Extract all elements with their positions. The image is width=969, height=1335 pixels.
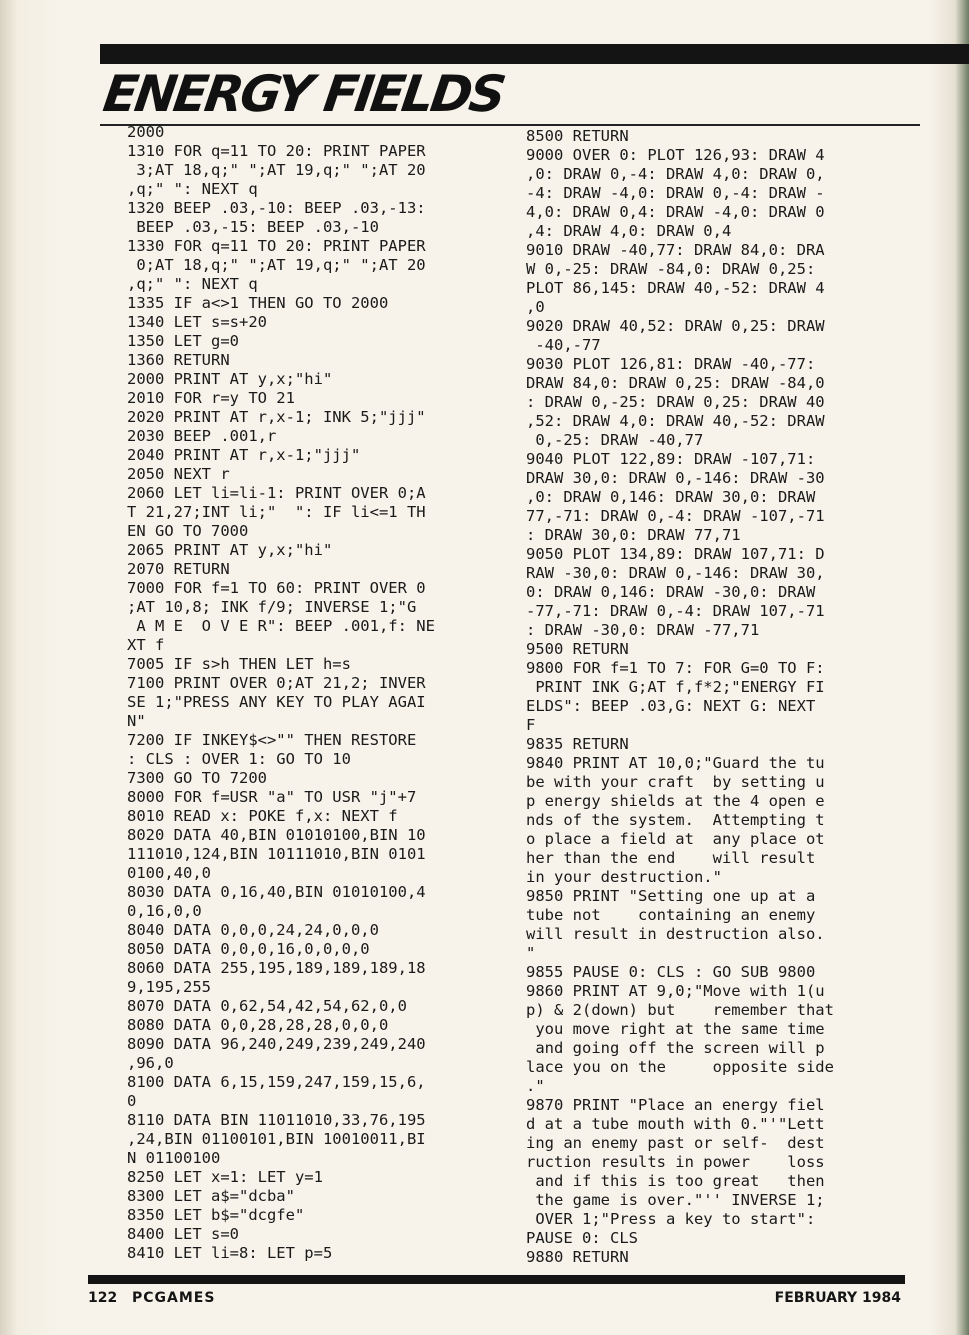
code-line: 0,-25: DRAW -40,77 — [526, 431, 704, 449]
code-line: 2050 NEXT r — [127, 465, 230, 483]
code-line: BEEP .03,-15: BEEP .03,-10 — [127, 218, 379, 236]
code-line: : DRAW -30,0: DRAW -77,71 — [526, 621, 760, 639]
code-listing-left — [127, 123, 507, 1273]
code-listing-right — [526, 127, 916, 1277]
code-line: 8030 DATA 0,16,40,BIN 01010100,4 — [127, 883, 426, 901]
code-line: 8100 DATA 6,15,159,247,159,15,6, — [127, 1073, 426, 1091]
code-line: OVER 1;"Press a key to start": — [526, 1210, 816, 1228]
code-line: 8060 DATA 255,195,189,189,189,18 — [127, 959, 426, 977]
header-bar — [100, 44, 969, 64]
code-line: lace you on the opposite side — [526, 1058, 834, 1076]
code-line: 9835 RETURN — [526, 735, 629, 753]
code-line: 0;AT 18,q;" ";AT 19,q;" ";AT 20 — [127, 256, 426, 274]
code-line: -40,-77 — [526, 336, 601, 354]
code-line: 9010 DRAW -40,77: DRAW 84,0: DRA — [526, 241, 825, 259]
code-line: 77,-71: DRAW 0,-4: DRAW -107,-71 — [526, 507, 825, 525]
code-line: 3;AT 18,q;" ";AT 19,q;" ";AT 20 — [127, 161, 426, 179]
code-line: 1360 RETURN — [127, 351, 230, 369]
code-line: d at a tube mouth with 0."'"Lett — [526, 1115, 825, 1133]
code-line: and if this is too great then — [526, 1172, 825, 1190]
code-line: 9050 PLOT 134,89: DRAW 107,71: D — [526, 545, 825, 563]
issue-date: FEBRUARY 1984 — [774, 1290, 901, 1306]
code-line: and going off the screen will p — [526, 1039, 825, 1057]
code-line: her than the end will result — [526, 849, 816, 867]
code-line: 8010 READ x: POKE f,x: NEXT f — [127, 807, 398, 825]
code-line: 2065 PRINT AT y,x;"hi" — [127, 541, 333, 559]
code-line: 2000 PRINT AT y,x;"hi" — [127, 370, 333, 388]
code-line: : CLS : OVER 1: GO TO 10 — [127, 750, 351, 768]
code-line: : DRAW 0,-25: DRAW 0,25: DRAW 40 — [526, 393, 825, 411]
code-line: 8500 RETURN — [526, 127, 629, 145]
code-line: 9500 RETURN — [526, 640, 629, 658]
code-line: 2030 BEEP .001,r — [127, 427, 277, 445]
code-line: 9860 PRINT AT 9,0;"Move with 1(u — [526, 982, 825, 1000]
code-line: 0,16,0,0 — [127, 902, 202, 920]
code-line: 8090 DATA 96,240,249,239,249,240 — [127, 1035, 426, 1053]
code-line: -77,-71: DRAW 0,-4: DRAW 107,-71 — [526, 602, 825, 620]
code-line: ,0: DRAW 0,146: DRAW 30,0: DRAW — [526, 488, 816, 506]
page-number: 122 — [88, 1290, 118, 1306]
code-line: 8250 LET x=1: LET y=1 — [127, 1168, 323, 1186]
code-line: 7200 IF INKEY$<>"" THEN RESTORE — [127, 731, 417, 749]
code-line: 9800 FOR f=1 TO 7: FOR G=0 TO F: — [526, 659, 825, 677]
code-line: W 0,-25: DRAW -84,0: DRAW 0,25: — [526, 260, 816, 278]
code-line: 8020 DATA 40,BIN 01010100,BIN 10 — [127, 826, 426, 844]
code-line: 8410 LET li=8: LET p=5 — [127, 1244, 333, 1262]
code-line: ,q;" ": NEXT q — [127, 180, 258, 198]
code-line: N" — [127, 712, 146, 730]
code-line: will result in destruction also. — [526, 925, 825, 943]
code-line: SE 1;"PRESS ANY KEY TO PLAY AGAI — [127, 693, 426, 711]
code-line: XT f — [127, 636, 165, 654]
code-line: PLOT 86,145: DRAW 40,-52: DRAW 4 — [526, 279, 825, 297]
code-line: 9840 PRINT AT 10,0;"Guard the tu — [526, 754, 825, 772]
code-line: 7300 GO TO 7200 — [127, 769, 267, 787]
code-line: 2020 PRINT AT r,x-1; INK 5;"jjj" — [127, 408, 426, 426]
code-line: 4,0: DRAW 0,4: DRAW -4,0: DRAW 0 — [526, 203, 825, 221]
code-line: 8400 LET s=0 — [127, 1225, 239, 1243]
code-line: 111010,124,BIN 10111010,BIN 0101 — [127, 845, 426, 863]
code-line: ruction results in power loss — [526, 1153, 825, 1171]
code-line: 9020 DRAW 40,52: DRAW 0,25: DRAW — [526, 317, 825, 335]
code-line: -4: DRAW -4,0: DRAW 0,-4: DRAW - — [526, 184, 825, 202]
code-line: RAW -30,0: DRAW 0,-146: DRAW 30, — [526, 564, 825, 582]
code-line: 8050 DATA 0,0,0,16,0,0,0,0 — [127, 940, 370, 958]
code-line: ,0: DRAW 0,-4: DRAW 4,0: DRAW 0, — [526, 165, 825, 183]
code-line: 1350 LET g=0 — [127, 332, 239, 350]
code-line: 1340 LET s=s+20 — [127, 313, 267, 331]
code-line: 1320 BEEP .03,-10: BEEP .03,-13: — [127, 199, 426, 217]
code-line: N 01100100 — [127, 1149, 221, 1167]
code-line: ELDS": BEEP .03,G: NEXT G: NEXT — [526, 697, 816, 715]
code-line: 8110 DATA BIN 11011010,33,76,195 — [127, 1111, 426, 1129]
code-line: 2000 — [127, 123, 165, 141]
code-line: ;AT 10,8; INK f/9; INVERSE 1;"G — [127, 598, 417, 616]
code-line: you move right at the same time — [526, 1020, 825, 1038]
code-line: 8300 LET a$="dcba" — [127, 1187, 295, 1205]
code-line: 1310 FOR q=11 TO 20: PRINT PAPER — [127, 142, 426, 160]
code-line: 0100,40,0 — [127, 864, 211, 882]
code-line: 8350 LET b$="dcgfe" — [127, 1206, 305, 1224]
code-line: DRAW 84,0: DRAW 0,25: DRAW -84,0 — [526, 374, 825, 392]
code-line: 1335 IF a<>1 THEN GO TO 2000 — [127, 294, 389, 312]
code-line: 7000 FOR f=1 TO 60: PRINT OVER 0 — [127, 579, 426, 597]
code-line: be with your craft by setting u — [526, 773, 825, 791]
code-line: PAUSE 0: CLS — [526, 1229, 638, 1247]
code-line: 0 — [127, 1092, 137, 1110]
code-line: 7100 PRINT OVER 0;AT 21,2; INVER — [127, 674, 426, 692]
magazine-name: PCGAMES — [132, 1290, 216, 1306]
code-line: 9030 PLOT 126,81: DRAW -40,-77: — [526, 355, 816, 373]
code-line: ,24,BIN 01100101,BIN 10010011,BI — [127, 1130, 426, 1148]
article-title: ENERGY FIELDS — [99, 65, 507, 123]
code-line: 9000 OVER 0: PLOT 126,93: DRAW 4 — [526, 146, 825, 164]
code-line: tube not containing an enemy — [526, 906, 816, 924]
code-line: 2070 RETURN — [127, 560, 230, 578]
code-line: ,0 — [526, 298, 545, 316]
code-line: 1330 FOR q=11 TO 20: PRINT PAPER — [127, 237, 426, 255]
footer-bar — [88, 1275, 905, 1284]
code-line: ,96,0 — [127, 1054, 174, 1072]
code-line: T 21,27;INT li;" ": IF li<=1 TH — [127, 503, 426, 521]
code-line: 8000 FOR f=USR "a" TO USR "j"+7 — [127, 788, 417, 806]
code-line: the game is over."'' INVERSE 1; — [526, 1191, 825, 1209]
code-line: 9855 PAUSE 0: CLS : GO SUB 9800 — [526, 963, 816, 981]
code-line: ,q;" ": NEXT q — [127, 275, 258, 293]
code-line: : DRAW 30,0: DRAW 77,71 — [526, 526, 741, 544]
code-line: 2060 LET li=li-1: PRINT OVER 0;A — [127, 484, 426, 502]
code-line: ,52: DRAW 4,0: DRAW 40,-52: DRAW — [526, 412, 825, 430]
code-line: 2010 FOR r=y TO 21 — [127, 389, 295, 407]
code-line: PRINT INK G;AT f,f*2;"ENERGY FI — [526, 678, 825, 696]
code-line: 9,195,255 — [127, 978, 211, 996]
code-line: p energy shields at the 4 open e — [526, 792, 825, 810]
code-line: ing an enemy past or self- dest — [526, 1134, 825, 1152]
code-line: 8080 DATA 0,0,28,28,28,0,0,0 — [127, 1016, 389, 1034]
code-line: EN GO TO 7000 — [127, 522, 249, 540]
code-line: nds of the system. Attempting t — [526, 811, 825, 829]
code-line: o place a field at any place ot — [526, 830, 825, 848]
code-line: 2040 PRINT AT r,x-1;"jjj" — [127, 446, 361, 464]
code-line: ." — [526, 1077, 545, 1095]
code-line: DRAW 30,0: DRAW 0,-146: DRAW -30 — [526, 469, 825, 487]
code-line: F — [526, 716, 536, 734]
code-line: A M E O V E R": BEEP .001,f: NE — [127, 617, 435, 635]
code-line: 0: DRAW 0,146: DRAW -30,0: DRAW — [526, 583, 816, 601]
code-line: 8040 DATA 0,0,0,24,24,0,0,0 — [127, 921, 379, 939]
code-line: 9040 PLOT 122,89: DRAW -107,71: — [526, 450, 816, 468]
code-line: 9850 PRINT "Setting one up at a — [526, 887, 816, 905]
code-line: in your destruction." — [526, 868, 722, 886]
code-line: " — [526, 944, 536, 962]
code-line: 7005 IF s>h THEN LET h=s — [127, 655, 351, 673]
code-line: ,4: DRAW 4,0: DRAW 0,4 — [526, 222, 732, 240]
code-line: 9870 PRINT "Place an energy fiel — [526, 1096, 825, 1114]
code-line: p) & 2(down) but remember that — [526, 1001, 834, 1019]
code-line: 8070 DATA 0,62,54,42,54,62,0,0 — [127, 997, 407, 1015]
code-line: 9880 RETURN — [526, 1248, 629, 1266]
